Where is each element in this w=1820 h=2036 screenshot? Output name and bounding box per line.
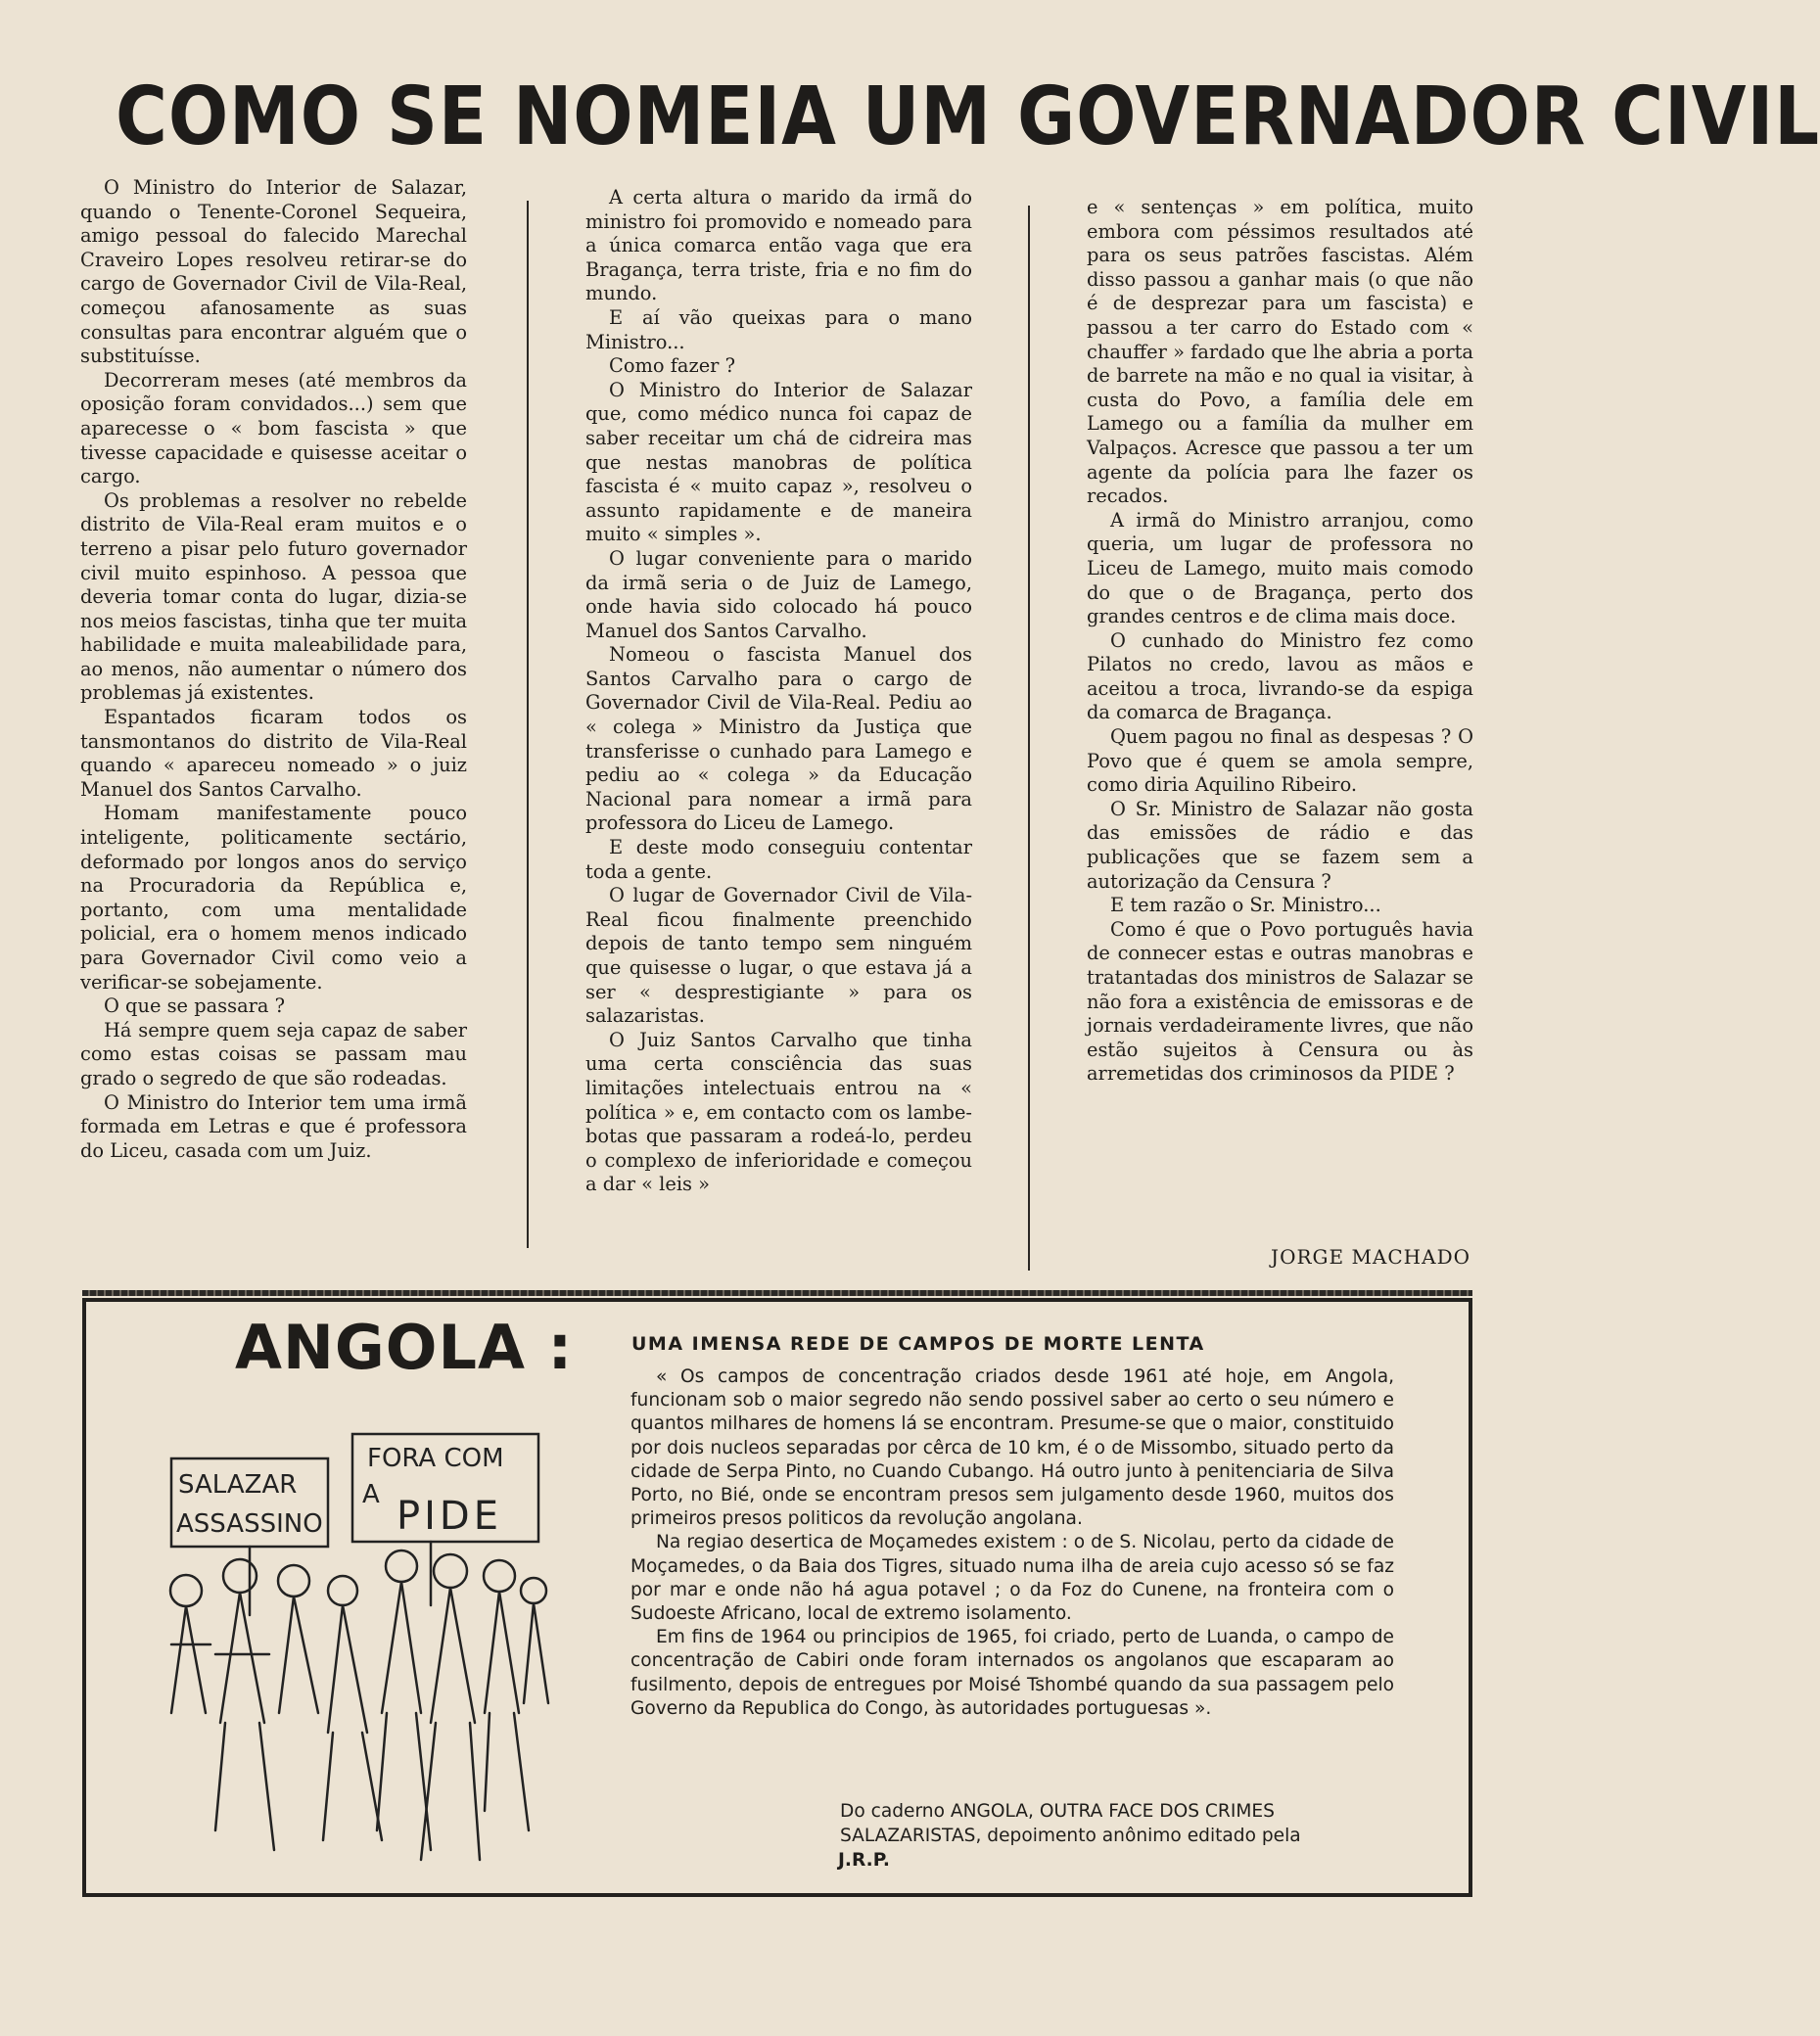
paragraph: O Sr. Ministro de Salazar não gosta das emissões de rádio e das publicações que se fazem sem a autorização da Censura ? <box>1087 797 1473 893</box>
credit-line: SALAZARISTAS, depoimento anônimo editado pela <box>840 1826 1301 1846</box>
article-column-1 <box>80 176 467 1163</box>
paragraph: e « sentenças » em política, muito embora com péssimos resultados até para os seus patrões fascistas. Além disso passou a ganhar mais (o que não é de desprezar para um fascista) e passou a ter carro do Estado com « chauffer » fardado que lhe abria a porta de barrete na mão e no qual ia visitar, à custa do Povo, a família dele em Lamego ou a família da mulher em Valpaços. Acresce que passou a ter um agente da polícia para lhe fazer os recados. <box>1087 196 1473 508</box>
angola-credit <box>840 1799 1398 1873</box>
paragraph: Espantados ficaram todos os tansmontanos do distrito de Vila-Real quando « apareceu nomeado » o juiz Manuel dos Santos Carvalho. <box>80 706 467 801</box>
article-column-3 <box>1087 196 1473 1087</box>
paragraph: « Os campos de concentração criados desde 1961 até hoje, em Angola, funcionam sob o maior segredo não sendo possivel saber ao certo o seu número e quantos milhares de homens lá se encontram. Presume-se que o maior, constituido por dois nucleos separadas por cêrca de 10 km, é o de Missombo, situado perto da cidade de Serpa Pinto, no Cuando Cubango. Há outro junto à penitenciaria de Silva Porto, no Bié, onde se encontram presos sem julgamento desde 1960, muitos dos primeiros presos politicos da revolução angolana. <box>630 1366 1394 1530</box>
sign-right-line-2: A <box>362 1480 380 1509</box>
article-author: JORGE MACHADO <box>1271 1245 1470 1269</box>
sign-left-line-1: SALAZAR <box>178 1470 298 1500</box>
column-divider <box>1028 206 1030 1271</box>
paragraph: E tem razão o Sr. Ministro... <box>1110 894 1381 917</box>
sign-right-line-1: FORA COM <box>367 1444 504 1473</box>
article-headline: COMO SE NOMEIA UM GOVERNADOR CIVIL <box>116 70 1820 163</box>
paragraph: Nomeou o fascista Manuel dos Santos Carvalho para o cargo de Governador Civil de Vila-Real. Pediu ao « colega » Ministro da Justiça que transferisse o cunhado para Lamego e pediu ao « colega » da Educação Nacional para nomear a irmã para professora do Liceu de Lamego. <box>585 643 972 835</box>
paragraph: Homam manifestamente pouco inteligente, politicamente sectário, deformado por longos anos do serviço na Procuradoria da República e, portanto, com uma mentalidade policial, era o homem menos indicado para Governador Civil como veio a verificar-se sobejamente. <box>80 802 467 994</box>
article-column-2 <box>585 186 972 1197</box>
paragraph: O que se passara ? <box>104 995 286 1018</box>
paragraph: O Juiz Santos Carvalho que tinha uma certa consciência das suas limitações intelectuais entrou na « política » e, em contacto com os lambe-botas que passaram a rodeá-lo, perdeu o complexo de inferioridade e começou a dar « leis » <box>585 1028 972 1196</box>
sign-left-line-2: ASSASSINO <box>176 1509 323 1539</box>
sign-right-line-3: PIDE <box>397 1494 502 1539</box>
paragraph: O Ministro do Interior de Salazar que, como médico nunca foi capaz de saber receitar um chá de cidreira mas que nestas manobras de política fascista é « muito capaz », resolveu o assunto rapidamente e de maneira muito « simples ». <box>585 378 972 546</box>
paragraph: Os problemas a resolver no rebelde distrito de Vila-Real eram muitos e o terreno a pisar pelo futuro governador civil muito espinhoso. A pessoa que deveria tomar conta do lugar, dizia-se nos meios fascistas, tinha que ter muita habilidade e muita maleabilidade para, ao menos, não aumentar o número dos problemas já existentes. <box>80 488 467 705</box>
paragraph: Na regiao desertica de Moçamedes existem : o de S. Nicolau, perto da cidade de Moçamedes, o da Baia dos Tigres, situado numa ilha de areia cujo acesso só se faz por mar e onde não há agua potavel ; o da Foz do Cunene, na fronteira com o Sudoeste Africano, local de extremo isolamento. <box>630 1532 1394 1625</box>
paragraph: O Ministro do Interior de Salazar, quando o Tenente-Coronel Sequeira, amigo pessoal do falecido Marechal Craveiro Lopes resolveu retirar-se do cargo de Governador Civil de Vila-Real, começou afanosamente as suas consultas para encontrar alguém que o substituísse. <box>80 176 467 368</box>
column-divider <box>527 201 529 1248</box>
paragraph: E aí vão queixas para o mano Ministro... <box>585 305 972 353</box>
paragraph: Como é que o Povo português havia de connecer estas e outras manobras e tratantadas dos ministros de Salazar se não fora a existência de emissoras e de jornais verdadeiramente livres, que não estão sujeitos à Censura ou às arremetidas dos criminosos da PIDE ? <box>1087 917 1473 1086</box>
paragraph: Em fins de 1964 ou principios de 1965, foi criado, perto de Luanda, o campo de concentração de Cabiri onde foram internados os angolanos que escaparam ao fusilmento, depois de entregues por Moisé Tshombé quando da sua passagem pelo Governo da Republica do Congo, às autoridades portuguesas ». <box>630 1627 1394 1719</box>
paragraph: A certa altura o marido da irmã do ministro foi promovido e nomeado para a única comarca então vaga que era Bragança, terra triste, fria e no fim do mundo. <box>585 186 972 305</box>
angola-subtitle: UMA IMENSA REDE DE CAMPOS DE MORTE LENTA <box>631 1333 1205 1355</box>
paragraph: O cunhado do Ministro fez como Pilatos no credo, lavou as mãos e aceitou a troca, livrando-se da espiga da comarca de Bragança. <box>1087 628 1473 724</box>
angola-body <box>630 1365 1394 1721</box>
paragraph: Decorreram meses (até membros da oposição foram convidados...) sem que aparecesse o « bom fascista » que tivesse capacidade e quisesse aceitar o cargo. <box>80 368 467 488</box>
paragraph: E deste modo conseguiu contentar toda a gente. <box>585 836 972 883</box>
paragraph: O lugar de Governador Civil de Vila-Real ficou finalmente preenchido depois de tanto tempo sem ninguém que quisesse o lugar, o que estava já a ser « desprestigiante » para os salazaristas. <box>585 884 972 1028</box>
section-separator <box>82 1290 1472 1296</box>
angola-title: ANGOLA : <box>235 1312 574 1383</box>
protest-illustration <box>157 1419 558 1889</box>
credit-line: J.R.P. <box>838 1850 890 1871</box>
paragraph: O Ministro do Interior tem uma irmã formada em Letras e que é professora do Liceu, casada com um Juiz. <box>80 1090 467 1162</box>
paragraph: O lugar conveniente para o marido da irmã seria o de Juiz de Lamego, onde havia sido colocado há pouco Manuel dos Santos Carvalho. <box>585 546 972 642</box>
paragraph: Quem pagou no final as despesas ? O Povo que é quem se amola sempre, como diria Aquilino Ribeiro. <box>1087 725 1473 797</box>
paragraph: A irmã do Ministro arranjou, como queria, um lugar de professora no Liceu de Lamego, muito mais comodo do que o de Bragança, perto dos grandes centros e de clima mais doce. <box>1087 508 1473 628</box>
paragraph: Há sempre quem seja capaz de saber como estas coisas se passam mau grado o segredo de que são rodeadas. <box>80 1018 467 1089</box>
credit-line: Do caderno ANGOLA, OUTRA FACE DOS CRIMES <box>840 1801 1275 1822</box>
paragraph: Como fazer ? <box>609 354 735 378</box>
